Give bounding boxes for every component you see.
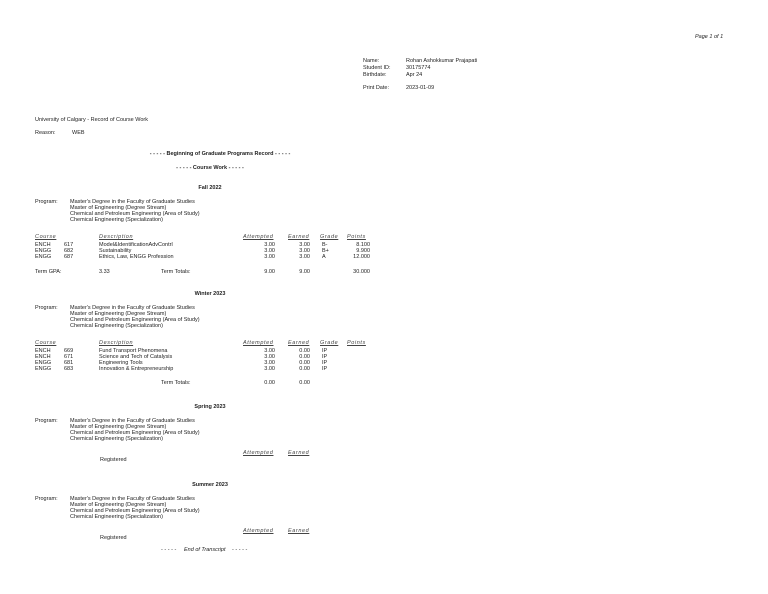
registered-status: Registered — [100, 535, 127, 541]
course-points: 9.900 — [356, 248, 370, 254]
course-attempted: 3.00 — [264, 254, 275, 260]
course-subject: ENCH — [35, 354, 51, 360]
program-line: Chemical and Petroleum Engineering (Area of Study) — [70, 211, 200, 217]
header-description: Description — [99, 234, 134, 240]
end-dashes-right: - - - - - — [232, 547, 248, 553]
program-label: Program: — [35, 418, 58, 424]
course-description: Engineering Tools — [99, 360, 143, 366]
course-earned: 3.00 — [299, 254, 310, 260]
course-grade: IP — [322, 366, 328, 372]
program-line: Master of Engineering (Degree Stream) — [70, 311, 167, 317]
term-title: Winter 2023 — [194, 291, 226, 297]
header-course: Course — [35, 340, 57, 346]
header-points: Points — [347, 340, 366, 346]
program-line: Chemical and Petroleum Engineering (Area of Study) — [70, 317, 200, 323]
page-number: Page 1 of 1 — [695, 34, 724, 40]
term-title: Summer 2023 — [192, 482, 228, 488]
term-total-attempted: 9.00 — [264, 269, 275, 275]
student-id-label: Student ID: — [363, 65, 391, 71]
term-totals-label: Term Totals: — [161, 380, 191, 386]
header-points: Points — [347, 234, 366, 240]
term-total-attempted: 0.00 — [264, 380, 275, 386]
student-name: Rohan Ashokkumar Prajapati — [406, 58, 478, 64]
end-of-transcript: End of Transcript — [184, 547, 226, 553]
header-attempted: Attempted — [243, 450, 274, 456]
header-course: Course — [35, 234, 57, 240]
course-number: 687 — [64, 254, 74, 260]
course-grade: IP — [322, 354, 328, 360]
course-grade: B+ — [322, 248, 329, 254]
program-line: Master's Degree in the Faculty of Graduate Studies — [70, 418, 195, 424]
program-line: Master of Engineering (Degree Stream) — [70, 502, 167, 508]
course-grade: A — [322, 254, 326, 260]
program-label: Program: — [35, 199, 58, 205]
course-points: 12.000 — [353, 254, 370, 260]
birthdate-label: Birthdate: — [363, 72, 387, 78]
header-attempted: Attempted — [243, 340, 274, 346]
program-line: Chemical Engineering (Specialization) — [70, 323, 163, 329]
term-total-points: 30.000 — [353, 269, 370, 275]
print-date-label: Print Date: — [363, 85, 389, 91]
course-attempted: 3.00 — [264, 360, 275, 366]
course-description: Science and Tech of Catalysis — [99, 354, 173, 360]
course-earned: 0.00 — [299, 360, 310, 366]
header-earned: Earned — [288, 528, 310, 534]
header-grade: Grade — [320, 234, 339, 240]
term-gpa: 3.33 — [99, 269, 110, 275]
header-earned: Earned — [288, 450, 310, 456]
course-description: Ethics, Law, ENGG Profession — [99, 254, 174, 260]
course-subject: ENCH — [35, 348, 51, 354]
course-subject: ENCH — [35, 242, 51, 248]
course-description: Sustainability — [99, 248, 132, 254]
program-line: Master of Engineering (Degree Stream) — [70, 424, 167, 430]
term-totals-label: Term Totals: — [161, 269, 191, 275]
course-attempted: 3.00 — [264, 248, 275, 254]
course-grade: B- — [322, 242, 328, 248]
end-dashes-left: - - - - - — [161, 547, 177, 553]
beginning-heading: - - - - - Beginning of Graduate Programs Record - - - - - — [149, 151, 291, 157]
header-grade: Grade — [320, 340, 339, 346]
course-description: Fund Transport Phenomena — [99, 348, 168, 354]
course-grade: IP — [322, 360, 328, 366]
course-earned: 0.00 — [299, 366, 310, 372]
program-line: Master of Engineering (Degree Stream) — [70, 205, 167, 211]
course-earned: 0.00 — [299, 354, 310, 360]
course-number: 669 — [64, 348, 74, 354]
coursework-heading: - - - - - Course Work - - - - - — [176, 165, 244, 171]
course-number: 683 — [64, 366, 74, 372]
course-subject: ENGG — [35, 360, 52, 366]
program-line: Chemical Engineering (Specialization) — [70, 436, 163, 442]
course-subject: ENGG — [35, 254, 52, 260]
program-line: Master's Degree in the Faculty of Graduate Studies — [70, 305, 195, 311]
course-points: 8.100 — [356, 242, 370, 248]
course-number: 682 — [64, 248, 74, 254]
birthdate: Apr 24 — [406, 72, 423, 78]
course-subject: ENGG — [35, 248, 52, 254]
reason-value: WEB — [72, 130, 85, 136]
course-number: 681 — [64, 360, 74, 366]
term-title: Fall 2022 — [198, 185, 222, 191]
program-label: Program: — [35, 305, 58, 311]
program-line: Chemical Engineering (Specialization) — [70, 514, 163, 520]
course-attempted: 3.00 — [264, 348, 275, 354]
program-line: Chemical and Petroleum Engineering (Area of Study) — [70, 430, 200, 436]
course-description: Model&IdentificationAdvContrl — [99, 242, 173, 248]
reason-label: Reason: — [35, 130, 56, 136]
header-attempted: Attempted — [243, 528, 274, 534]
course-attempted: 3.00 — [264, 366, 275, 372]
header-earned: Earned — [288, 340, 310, 346]
course-earned: 0.00 — [299, 348, 310, 354]
course-description: Innovation & Entrepreneurship — [99, 366, 174, 372]
registered-status: Registered — [100, 457, 127, 463]
program-line: Chemical Engineering (Specialization) — [70, 217, 163, 223]
term-gpa-label: Term GPA: — [35, 269, 62, 275]
print-date: 2023-01-09 — [406, 85, 435, 91]
program-line: Chemical and Petroleum Engineering (Area of Study) — [70, 508, 200, 514]
name-label: Name: — [363, 58, 380, 64]
course-earned: 3.00 — [299, 242, 310, 248]
program-label: Program: — [35, 496, 58, 502]
program-line: Master's Degree in the Faculty of Graduate Studies — [70, 199, 195, 205]
course-attempted: 3.00 — [264, 354, 275, 360]
program-line: Master's Degree in the Faculty of Graduate Studies — [70, 496, 195, 502]
course-subject: ENGG — [35, 366, 52, 372]
term-total-earned: 0.00 — [299, 380, 310, 386]
course-grade: IP — [322, 348, 328, 354]
term-title: Spring 2023 — [194, 404, 226, 410]
course-earned: 3.00 — [299, 248, 310, 254]
header-earned: Earned — [288, 234, 310, 240]
course-attempted: 3.00 — [264, 242, 275, 248]
record-title: University of Calgary - Record of Course Work — [35, 117, 148, 123]
student-id: 30175774 — [406, 65, 431, 71]
header-attempted: Attempted — [243, 234, 274, 240]
header-description: Description — [99, 340, 134, 346]
term-total-earned: 9.00 — [299, 269, 310, 275]
course-number: 671 — [64, 354, 74, 360]
course-number: 617 — [64, 242, 74, 248]
